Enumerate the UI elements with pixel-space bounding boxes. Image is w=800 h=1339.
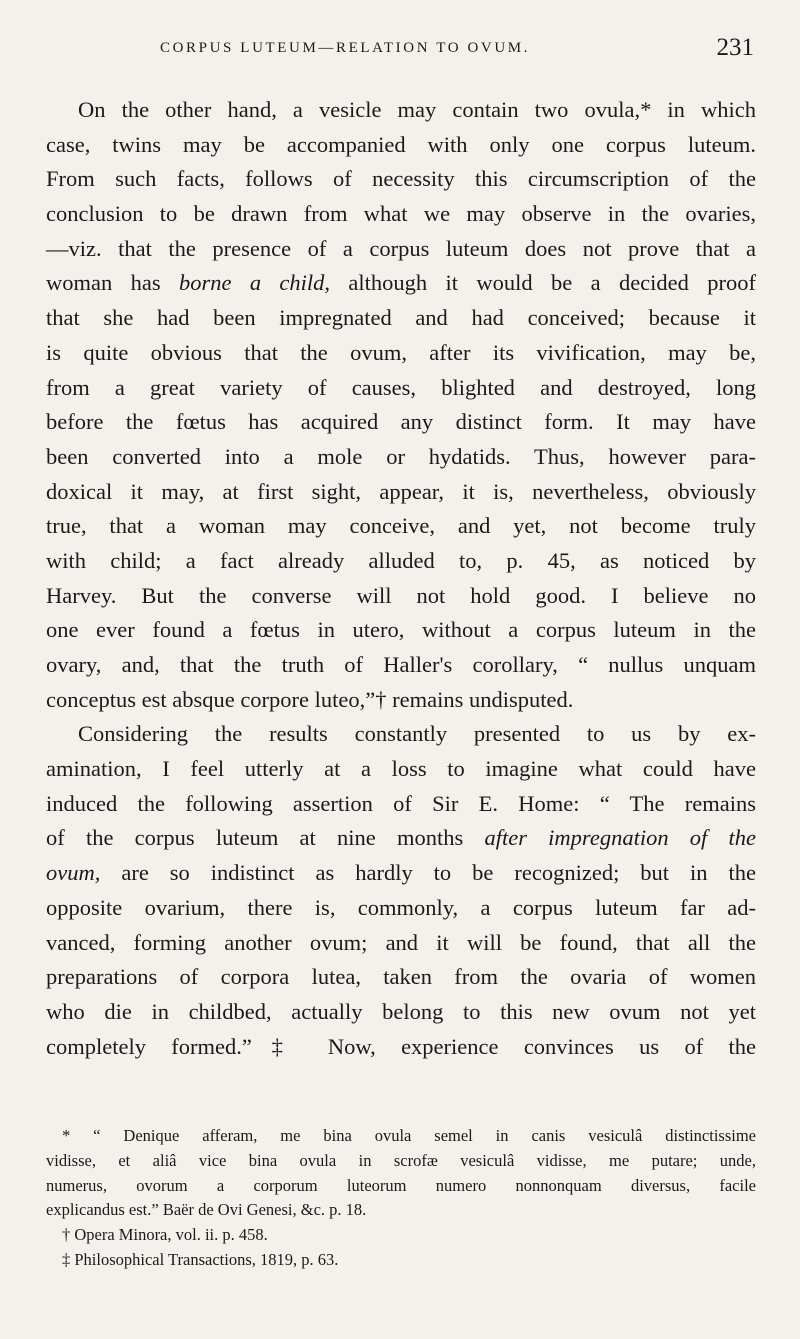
footnote-line: numerus, ovorum a corporum luteorum numero nonnonquam diversus, facile — [46, 1175, 756, 1195]
body-line: ovary, and, that the truth of Haller's corollary, “ nullus unquam — [46, 652, 756, 677]
footnote-line: * “ Denique afferam, me bina ovula semel in canis vesiculâ distinctissime — [62, 1126, 756, 1145]
running-title: CORPUS LUTEUM—RELATION TO OVUM. — [160, 40, 531, 56]
body-line: woman has borne a child, although it would be a decided proof — [46, 270, 757, 296]
body-line: preparations of corpora lutea, taken from the ovaria of women — [46, 964, 756, 990]
body-line: doxical it may, at first sight, appear, it is, nevertheless, obviously — [46, 478, 756, 504]
body-line: amination, I feel utterly at a loss to imagine what could have — [46, 756, 756, 782]
body-line: true, that a woman may conceive, and yet, not become truly — [46, 513, 756, 539]
body-line: is quite obvious that the ovum, after its vivification, may be, — [46, 339, 756, 365]
body-line: completely formed.”‡ Now, experience convinces us of the — [46, 1033, 756, 1059]
footnote-line: ‡ Philosophical Transactions, 1819, p. 63. — [62, 1249, 339, 1269]
body-line: Harvey. But the converse will not hold good. I believe no — [46, 582, 756, 608]
body-line: from a great variety of causes, blighted and destroyed, long — [46, 374, 756, 400]
body-text — [46, 93, 756, 1064]
footnote-line: † Opera Minora, vol. ii. p. 458. — [62, 1225, 268, 1245]
footnote-line: explicandus est.” Baër de Ovi Genesi, &c. p. 18. — [46, 1200, 367, 1220]
body-line: conceptus est absque corpore luteo,”† remains undisputed. — [46, 686, 574, 712]
italic-phrase: after impregnation of the — [484, 825, 756, 851]
italic-phrase: ovum, — [46, 860, 101, 886]
body-line: On the other hand, a vesicle may contain two ovula,* in which — [78, 97, 756, 122]
body-line: conclusion to be drawn from what we may observe in the ovaries, — [46, 201, 756, 227]
body-line: who die in childbed, actually belong to this new ovum not yet — [46, 998, 756, 1024]
page-number: 231 — [716, 34, 754, 61]
italic-phrase: borne a child, — [178, 270, 331, 296]
footnotes — [46, 1124, 756, 1273]
footnote-line: vidisse, et aliâ vice bina ovula in scrofæ vesiculâ vidisse, me putare; unde, — [46, 1150, 756, 1170]
body-line: From such facts, follows of necessity this circumscription of the — [46, 166, 756, 192]
body-line: case, twins may be accompanied with only one corpus luteum. — [46, 131, 756, 157]
body-line: been converted into a mole or hydatids. Thus, however para- — [46, 443, 756, 469]
body-line: of the corpus luteum at nine months after impregnation of the — [46, 825, 756, 851]
body-line: before the fœtus has acquired any distinct form. It may have — [46, 409, 756, 435]
body-line: induced the following assertion of Sir E. Home: “ The remains — [46, 790, 756, 816]
body-line: that she had been impregnated and had conceived; because it — [46, 305, 756, 331]
body-line: one ever found a fœtus in utero, without a corpus luteum in the — [46, 617, 756, 643]
body-line: —viz. that the presence of a corpus luteum does not prove that a — [46, 235, 756, 261]
page-header — [0, 30, 800, 70]
body-line: ovum, are so indistinct as hardly to be recognized; but in the — [46, 860, 756, 886]
body-line: with child; a fact already alluded to, p. 45, as noticed by — [46, 547, 756, 573]
body-line: opposite ovarium, there is, commonly, a corpus luteum far ad- — [46, 894, 756, 920]
body-line: Considering the results constantly presented to us by ex- — [78, 721, 756, 747]
body-line: vanced, forming another ovum; and it will be found, that all the — [46, 929, 756, 955]
